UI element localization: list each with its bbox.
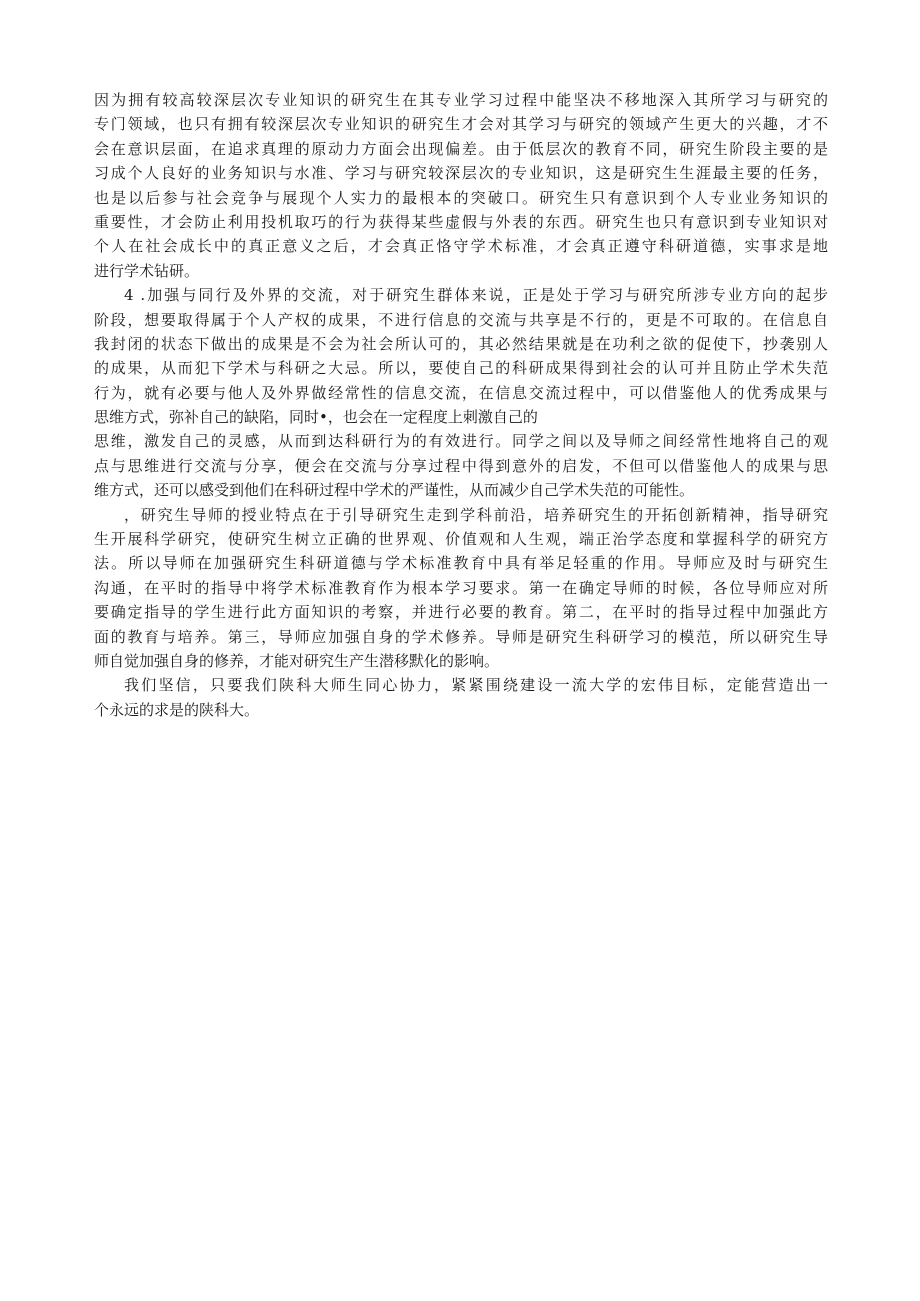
text-line: 也是以后参与社会竞争与展现个人实力的最根本的突破口。研究生只有意识到个人专业业务知识的: [94, 188, 828, 207]
text-line: 思维，激发自己的灵感，从而到达科研行为的有效进行。同学之间以及导师之间经常性地将自己的观: [94, 432, 828, 451]
text-line: 师自觉加强自身的修养，才能对研究生产生潜移默化的影响。: [94, 651, 500, 670]
text-line: 个永远的求是的陕科大。: [94, 700, 260, 719]
text-line: 阶段，想要取得属于个人产权的成果，不进行信息的交流与共享是不行的，更是不可取的。在信息自: [94, 310, 828, 329]
document-body: [94, 88, 828, 722]
text-line: 法。所以导师在加强研究生科研道德与学术标准教育中具有举足轻重的作用。导师应及时与研究生: [94, 554, 828, 573]
text-line: 行为，就有必要与他人及外界做经常性的信息交流，在信息交流过程中，可以借鉴他人的优秀成果与: [94, 383, 828, 402]
text-line: ，研究生导师的授业特点在于引导研究生走到学科前沿，培养研究生的开拓创新精神，指导研究: [124, 505, 828, 524]
paragraph-conclusion: [94, 673, 828, 722]
text-line: 我封闭的状态下做出的成果是不会为社会所认可的，其必然结果就是在功利之欲的促使下，抄袭别人: [94, 334, 828, 353]
text-line: 习成个人良好的业务知识与水准、学习与研究较深层次的专业知识，这是研究生生涯最主要的任务，: [94, 164, 828, 183]
paragraph-supervisor: [94, 503, 828, 674]
paragraph-exchange-continued: [94, 429, 828, 502]
text-line: 的成果，从而犯下学术与科研之大忌。所以，要使自己的科研成果得到社会的认可并且防止学术失范: [94, 359, 828, 378]
text-line: 4 .加强与同行及外界的交流，对于研究生群体来说，正是处于学习与研究所涉专业方向的起步: [124, 286, 828, 305]
text-line: 专门领域，也只有拥有较深层次专业知识的研究生才会对其学习与研究的领域产生更大的兴趣，才不: [94, 115, 828, 134]
text-line: 要确定指导的学生进行此方面知识的考察，并进行必要的教育。第二，在平时的指导过程中加强此方: [94, 603, 828, 622]
text-line: 生开展科学研究，使研究生树立正确的世界观、价值观和人生观，端正治学态度和掌握科学的研究方: [94, 530, 828, 549]
paragraph-exchange: [94, 283, 828, 429]
text-line: 沟通，在平时的指导中将学术标准教育作为根本学习要求。第一在确定导师的时候，各位导师应对所: [94, 578, 828, 597]
paragraph-graduate-knowledge: [94, 88, 828, 283]
text-line: 重要性，才会防止利用投机取巧的行为获得某些虚假与外表的东西。研究生也只有意识到专业知识对: [94, 212, 828, 231]
text-line: 面的教育与培养。第三，导师应加强自身的学术修养。导师是研究生科研学习的模范，所以研究生导: [94, 627, 828, 646]
text-line: 维方式，还可以感受到他们在科研过程中学术的严谨性，从而减少自己学术失范的可能性。: [94, 481, 695, 500]
text-line: 点与思维进行交流与分享，便会在交流与分享过程中得到意外的启发，不但可以借鉴他人的成果与思: [94, 456, 828, 475]
text-line: 思维方式，弥补自己的缺陷，同时•，也会在一定程度上刺激自己的: [94, 408, 538, 427]
text-line: 进行学术钻研。: [94, 261, 200, 280]
text-line: 因为拥有较高较深层次专业知识的研究生在其专业学习过程中能坚决不移地深入其所学习与研究的: [94, 91, 828, 109]
text-line: 会在意识层面，在追求真理的原动力方面会出现偏差。由于低层次的教育不同，研究生阶段主要的是: [94, 139, 828, 158]
text-line: 个人在社会成长中的真正意义之后，才会真正恪守学术标准，才会真正遵守科研道德，实事求是地: [94, 237, 828, 256]
text-line: 我们坚信，只要我们陕科大师生同心协力，紧紧围绕建设一流大学的宏伟目标，定能营造出一: [124, 676, 828, 695]
